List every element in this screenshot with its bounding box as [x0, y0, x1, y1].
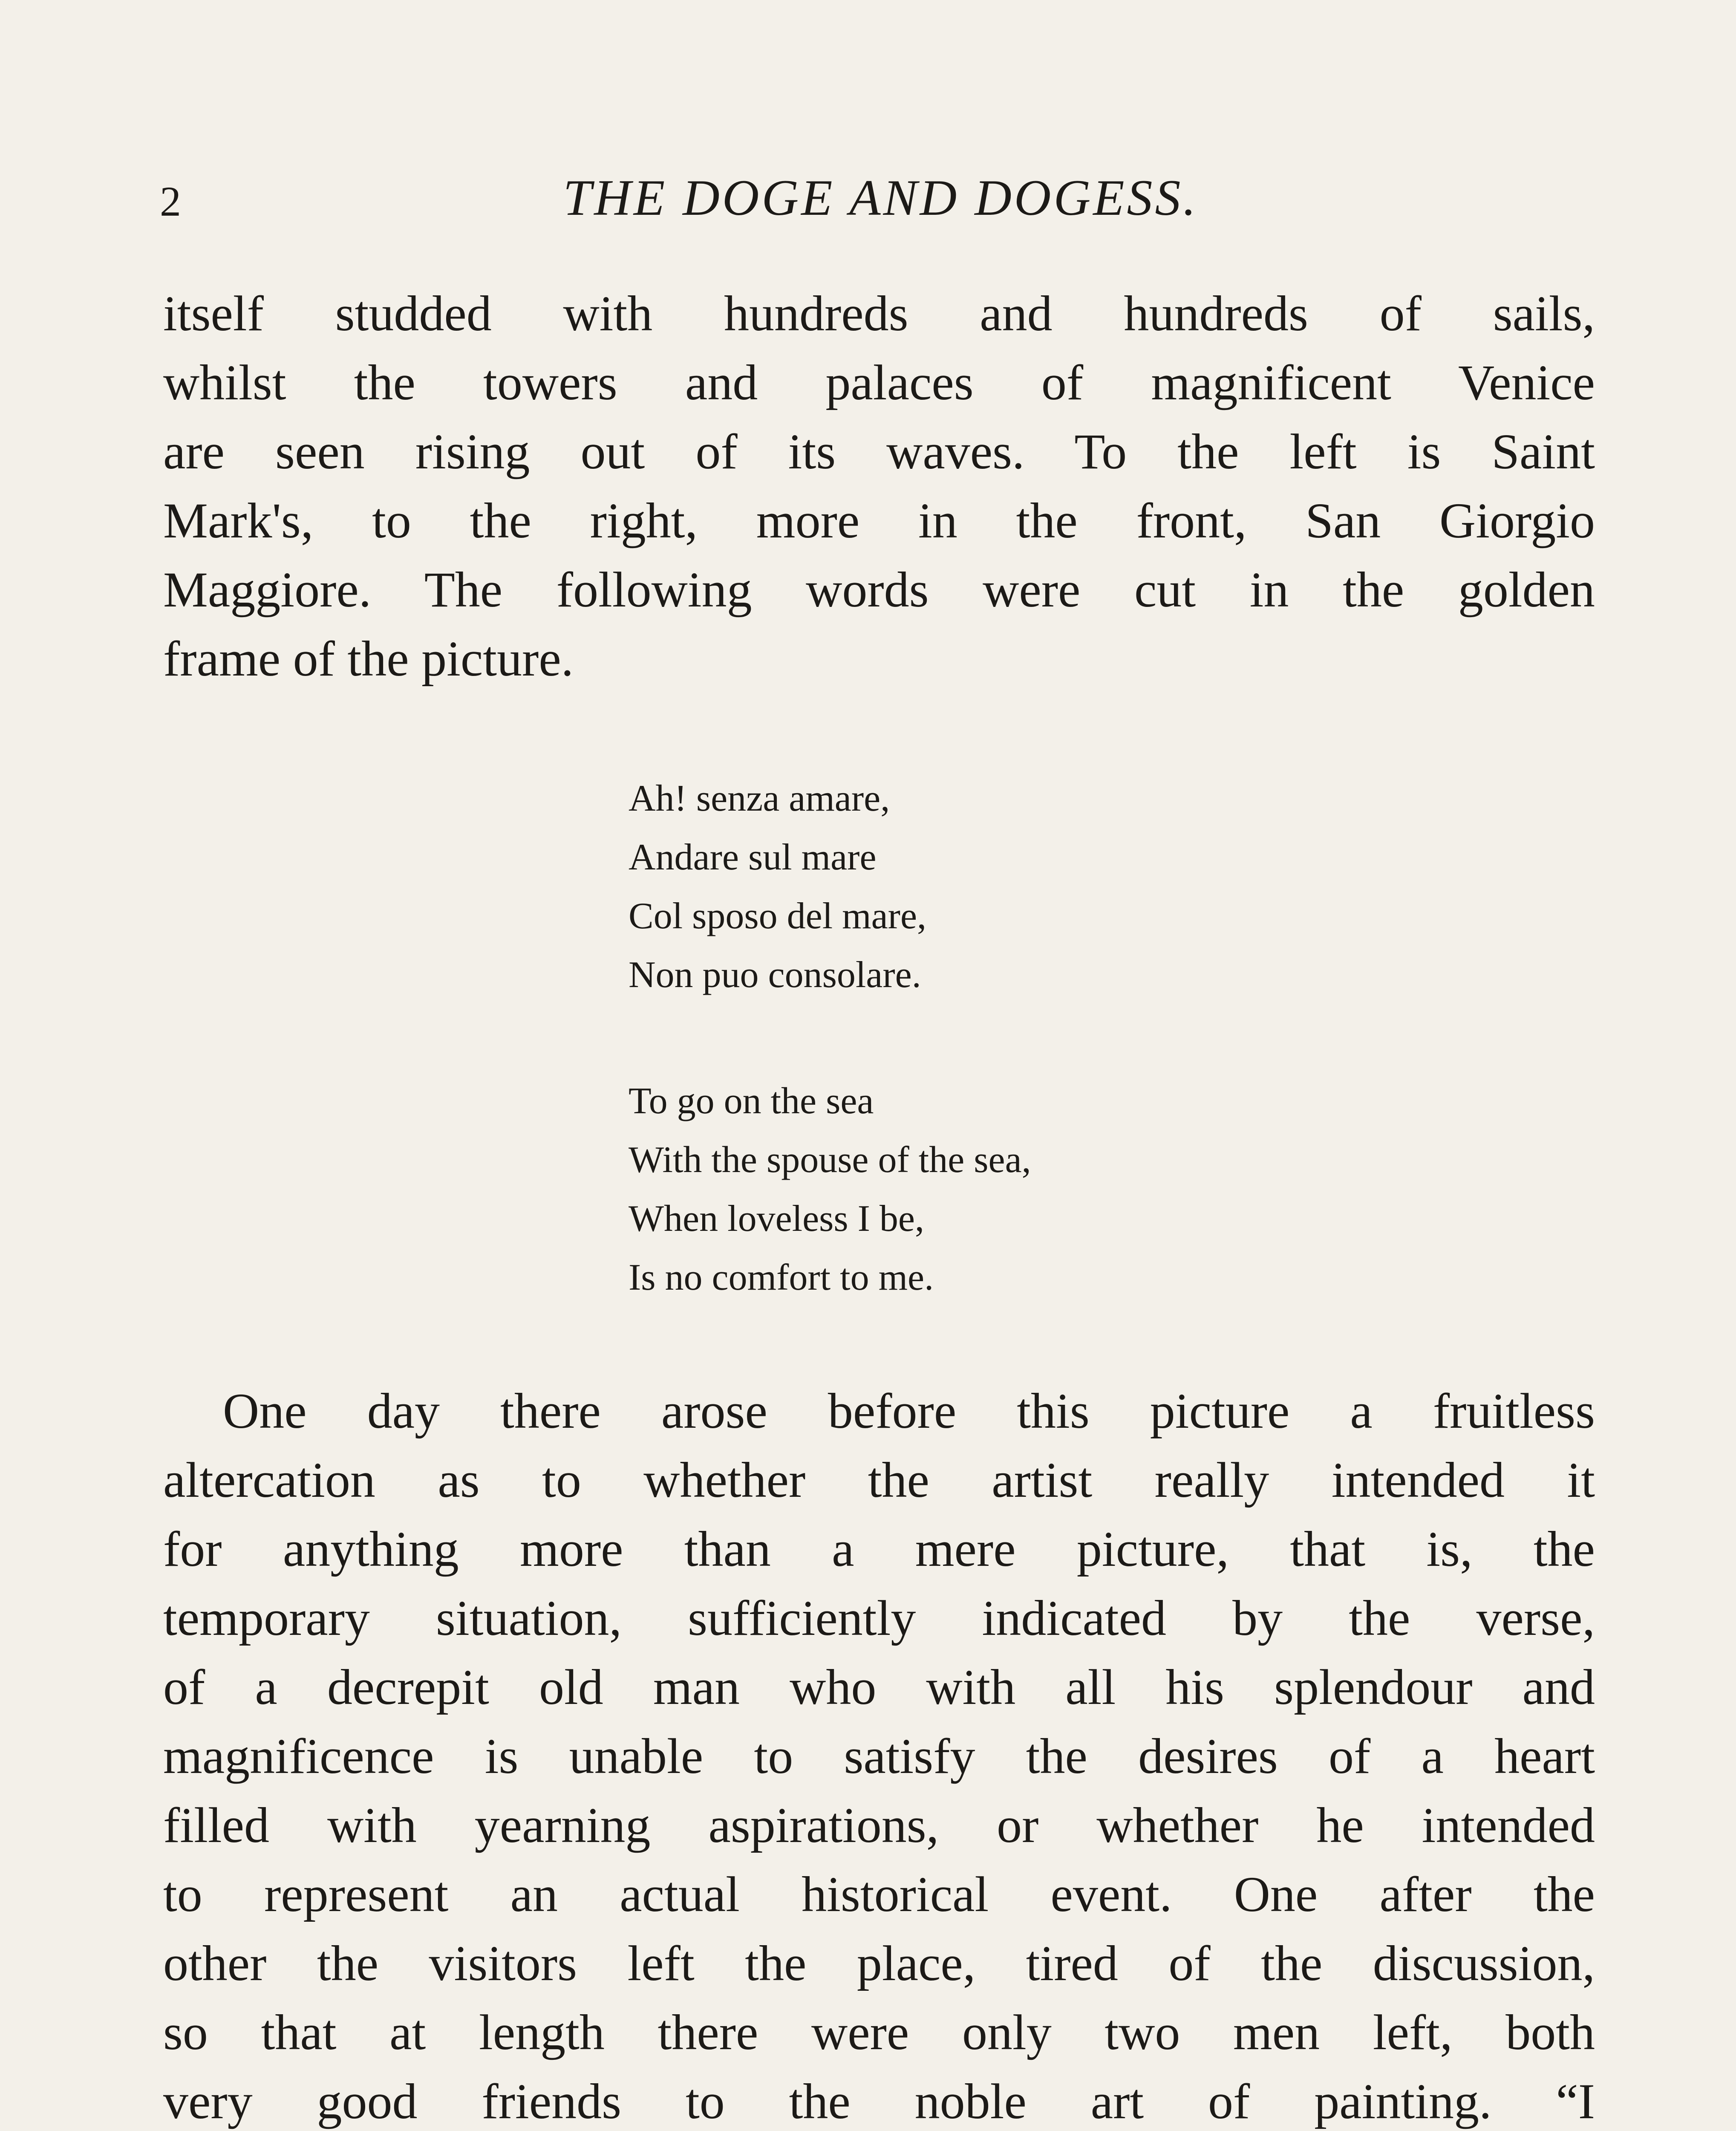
verse-english: [629, 1072, 1031, 1307]
text-line: very good friends to the noble art of painting. “I: [163, 2073, 1595, 2129]
paragraph-1: [163, 279, 1595, 693]
paragraph-2: [163, 1377, 1595, 2131]
text-line: so that at length there were only two men left, both: [163, 2004, 1595, 2060]
text-line: magnificence is unable to satisfy the desires of a heart: [163, 1728, 1595, 1784]
text-line: for anything more than a mere picture, that is, the: [163, 1521, 1595, 1577]
verse-line: Non puo consolare.: [629, 954, 921, 996]
verse-italian: [629, 769, 926, 1005]
verse-line: With the spouse of the sea,: [629, 1139, 1031, 1181]
verse-line: Andare sul mare: [629, 837, 877, 878]
verse-line: Col sposo del mare,: [629, 895, 927, 937]
verse-line: To go on the sea: [629, 1080, 874, 1122]
text-line: temporary situation, sufficiently indicated by the verse,: [163, 1590, 1595, 1646]
text-line: filled with yearning aspirations, or whether he intended: [163, 1797, 1595, 1853]
verse-line: When loveless I be,: [629, 1198, 924, 1239]
text-line: altercation as to whether the artist really intended it: [163, 1452, 1595, 1508]
text-line: itself studded with hundreds and hundreds of sails,: [163, 286, 1595, 341]
text-line: other the visitors left the place, tired of the discussion,: [163, 1935, 1595, 1991]
text-line: Maggiore. The following words were cut in the golden: [163, 562, 1595, 618]
page-number: 2: [160, 178, 181, 225]
text-line: whilst the towers and palaces of magnificent Venice: [163, 355, 1595, 410]
page-header: [0, 168, 1736, 237]
verse-line: Is no comfort to me.: [629, 1257, 934, 1298]
text-line: One day there arose before this picture a fruitless: [223, 1383, 1595, 1439]
text-line: of a decrepit old man who with all his splendour and: [163, 1659, 1595, 1715]
text-line: frame of the picture.: [163, 631, 574, 687]
text-line: to represent an actual historical event. One after the: [163, 1866, 1595, 1922]
running-title: THE DOGE AND DOGESS.: [563, 169, 1199, 226]
text-line: are seen rising out of its waves. To the left is Saint: [163, 424, 1595, 479]
verse-line: Ah! senza amare,: [629, 778, 890, 819]
text-line: Mark's, to the right, more in the front, San Giorgio: [163, 493, 1595, 549]
